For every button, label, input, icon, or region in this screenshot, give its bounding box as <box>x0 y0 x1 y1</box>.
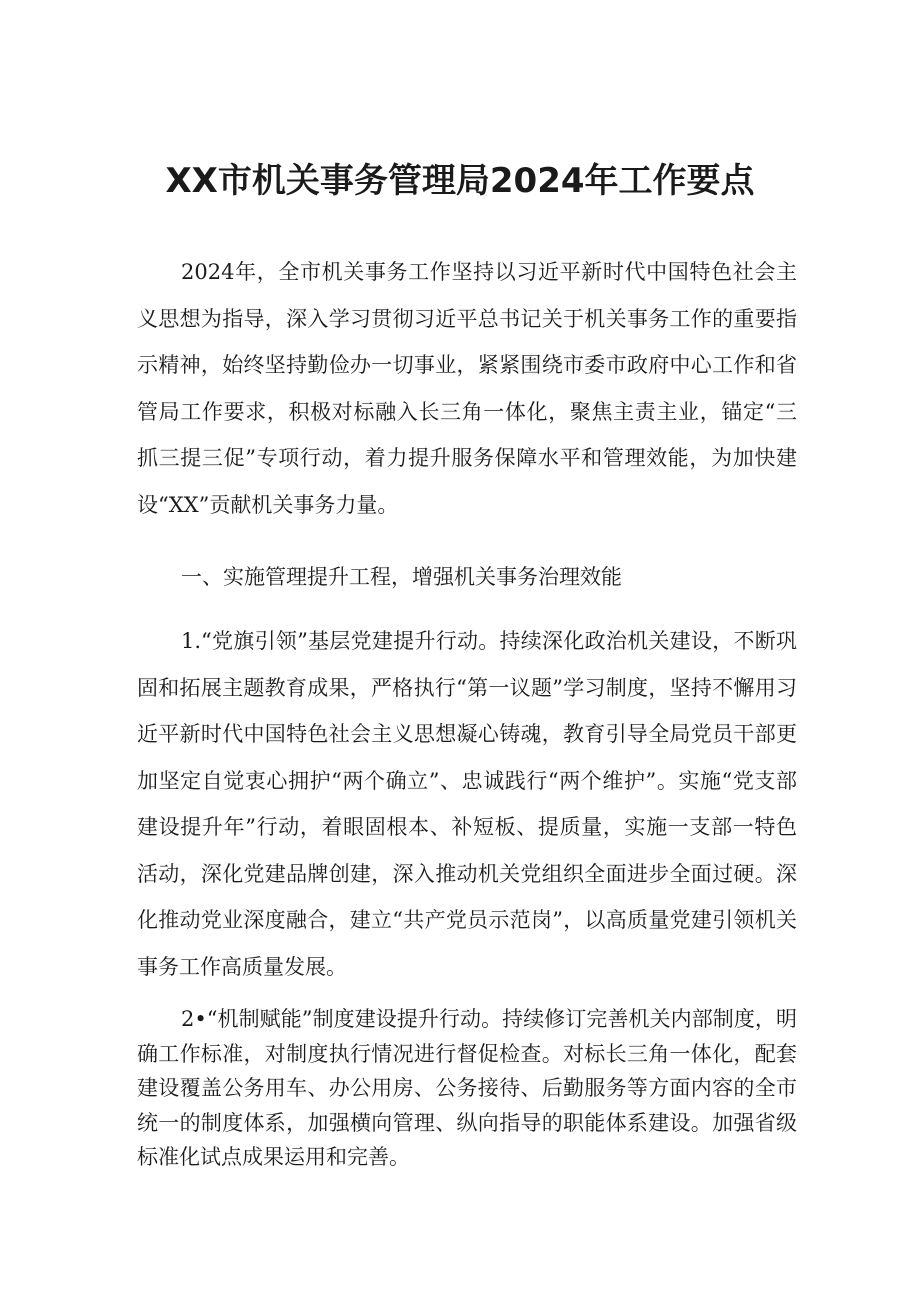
item-2-paragraph: 2•“机制赋能”制度建设提升行动。持续修订完善机关内部制度，明确工作标准，对制度执行情况进行督促检查。对标长三角一体化，配套建设覆盖公务用车、办公用房、公务接待、后勤服务等方面内容的全市统一的制度体系，加强横向管理、纵向指导的职能体系建设。加强省级标准化试点成果运用和完善。 <box>137 1007 797 1169</box>
item-1-paragraph: 1.“党旗引领”基层党建提升行动。持续深化政治机关建设，不断巩固和拓展主题教育成果，严格执行“第一议题”学习制度，坚持不懈用习近平新时代中国特色社会主义思想凝心铸魂，教育引导全局党员干部更加坚定自觉衷心拥护“两个确立”、忠诚践行“两个维护”。实施“党支部建设提升年”行动，着眼固根本、补短板、提质量，实施一支部一特色活动，深化党建品牌创建，深入推动机关党组织全面进步全面过硬。深化推动党业深度融合，建立“共产党员示范岗”，以高质量党建引领机关事务工作高质量发展。 <box>137 629 797 979</box>
intro-paragraph: 2024年，全市机关事务工作坚持以习近平新时代中国特色社会主义思想为指导，深入学习贯彻习近平总书记关于机关事务工作的重要指示精神，始终坚持勤俭办一切事业，紧紧围绕市委市政府中心工作和省管局工作要求，积极对标融入长三角一体化，聚焦主责主业，锚定“三抓三提三促”专项行动，着力提升服务保障水平和管理效能，为加快建设“XX”贡献机关事务力量。 <box>137 260 797 517</box>
section-1-heading: 一、实施管理提升工程，增强机关事务治理效能 <box>181 565 622 589</box>
document-title: XX市机关事务管理局2024年工作要点 <box>165 161 755 201</box>
